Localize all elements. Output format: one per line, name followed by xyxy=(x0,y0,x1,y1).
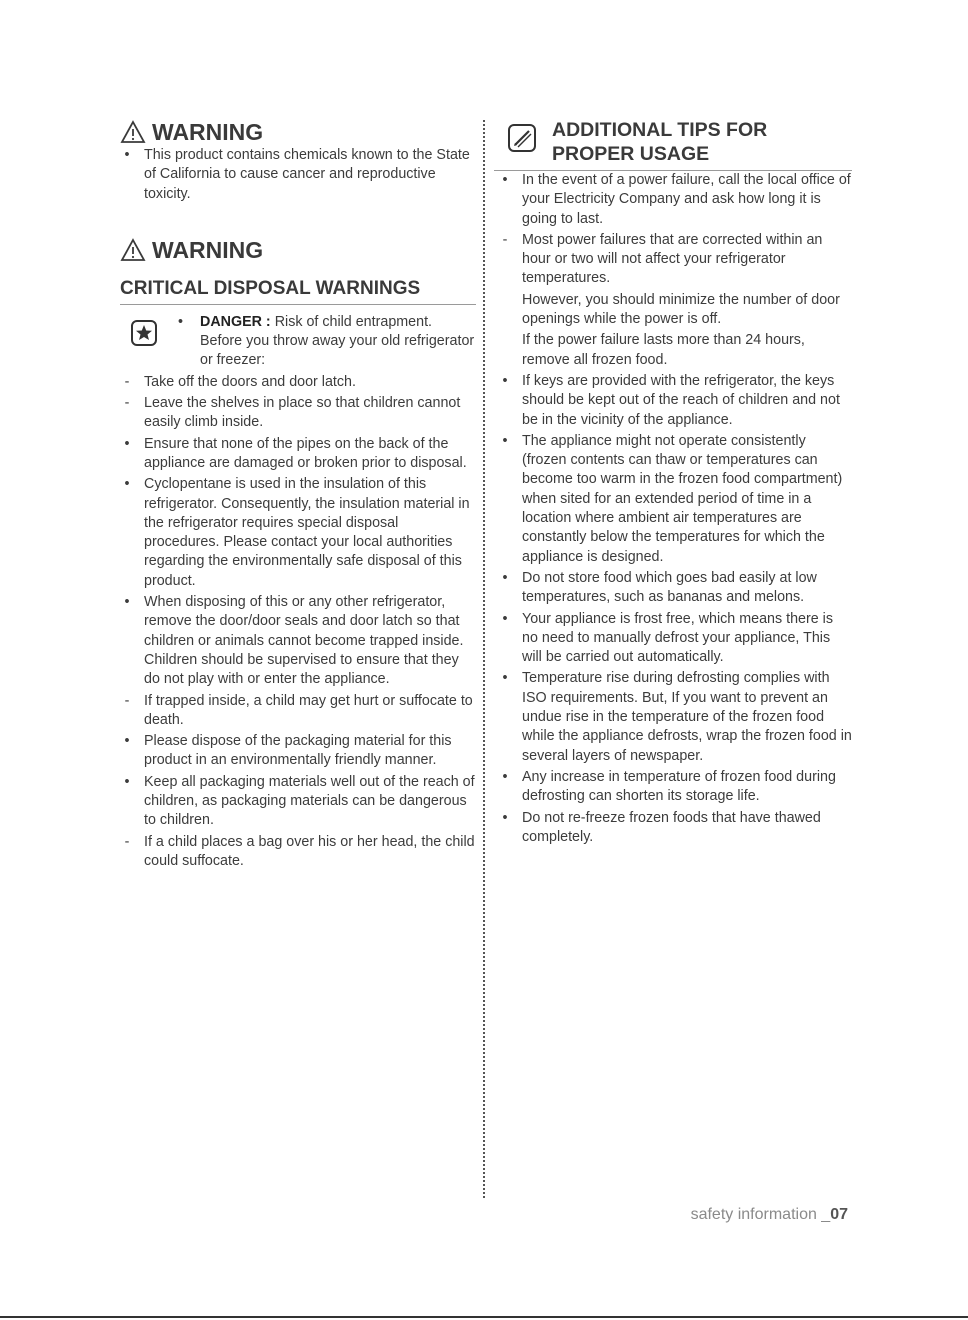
list-item xyxy=(116,373,476,392)
list-marker: - xyxy=(124,692,130,709)
star-badge-icon xyxy=(130,319,158,347)
list-marker: • xyxy=(124,147,130,163)
list-marker: • xyxy=(124,773,130,790)
list-item xyxy=(494,809,852,848)
list-marker: - xyxy=(124,373,130,390)
list-marker: • xyxy=(502,610,508,627)
tips-title-line-1: ADDITIONAL TIPS FOR xyxy=(552,119,768,141)
list-item-text: Most power failures that are corrected within an hour or two will not affect your refrigerator temperatures. xyxy=(522,231,823,287)
list-item-text: If keys are provided with the refrigerator, the keys should be kept out of the reach of children and not be in the vicinity of the appliance. xyxy=(522,372,840,428)
list-item xyxy=(116,394,476,433)
list-marker: • xyxy=(502,569,508,586)
list-item xyxy=(494,610,852,668)
warning-title-1: WARNING xyxy=(152,119,264,145)
warning-heading-2 xyxy=(120,236,476,264)
list-item xyxy=(494,231,852,289)
danger-block xyxy=(116,313,476,371)
list-item-text: In the event of a power failure, call the local office of your Electricity Company and ask how long it is going to last. xyxy=(522,172,851,227)
warning-heading-1 xyxy=(120,118,476,146)
list-item xyxy=(116,833,476,872)
list-item xyxy=(494,768,852,807)
list-item xyxy=(116,732,476,771)
list-item xyxy=(116,435,476,474)
list-item-text: If trapped inside, a child may get hurt or suffocate to death. xyxy=(144,692,473,728)
column-divider xyxy=(483,120,485,1198)
list-item xyxy=(116,593,476,689)
list-item xyxy=(494,372,852,430)
list-marker: • xyxy=(124,733,130,750)
critical-disposal-title: CRITICAL DISPOSAL WARNINGS xyxy=(120,278,476,305)
list-item xyxy=(494,291,852,330)
list-marker: • xyxy=(502,670,508,687)
warning-triangle-icon xyxy=(120,120,146,144)
warning-1-list xyxy=(116,146,476,204)
list-item xyxy=(116,692,476,731)
list-marker: • xyxy=(502,432,508,449)
tips-title xyxy=(552,118,767,166)
list-item-text: If the power failure lasts more than 24 hours, remove all frozen food. xyxy=(522,332,805,368)
danger-label: DANGER : xyxy=(200,313,271,330)
tips-list xyxy=(494,171,852,847)
list-item xyxy=(494,669,852,765)
list-item-text: Cyclopentane is used in the insulation of this refrigerator. Consequently, the insulation material in the refrigerator requires special disposal procedures. Please contact your local authorities regarding the environmentally safe disposal of this product. xyxy=(144,476,470,589)
list-marker: • xyxy=(502,809,508,826)
list-item-text: Do not re-freeze frozen foods that have thawed completely. xyxy=(522,809,821,845)
list-marker: - xyxy=(502,231,508,248)
list-item xyxy=(494,171,852,229)
list-item xyxy=(494,432,852,567)
danger-text: Risk of child entrapment. Before you throw away your old refrigerator or freezer: xyxy=(200,313,475,369)
list-marker: • xyxy=(124,435,130,452)
list-item xyxy=(116,773,476,831)
list-marker: • xyxy=(502,372,508,389)
list-item-text: This product contains chemicals known to the State of California to cause cancer and reproductive toxicity. xyxy=(144,147,470,202)
list-item xyxy=(116,146,476,204)
footer-label: safety information _ xyxy=(690,1206,831,1223)
list-item-text: Your appliance is frost free, which means there is no need to manually defrost your appliance, This will be carried out automatically. xyxy=(522,610,833,666)
list-item-text: Take off the doors and door latch. xyxy=(144,373,356,390)
list-marker: - xyxy=(124,395,130,412)
warning-triangle-icon xyxy=(120,238,146,262)
list-marker: • xyxy=(502,172,508,188)
list-marker: • xyxy=(124,476,130,493)
list-item-text: Do not store food which goes bad easily at low temperatures, such as bananas and melons. xyxy=(522,569,817,606)
list-marker: • xyxy=(124,594,130,611)
list-item-text: Any increase in temperature of frozen food during defrosting can shorten its storage life. xyxy=(522,768,836,805)
list-item-text: The appliance might not operate consistently (frozen contents can thaw or temperatures can become too warm in the frozen food compartment) when sited for an extended period of time in a location where ambient air temperatures are constantly below the temperatures for which the appliance is designed. xyxy=(522,432,843,565)
list-item-text: Ensure that none of the pipes on the back of the appliance are damaged or broken prior to disposal. xyxy=(144,435,467,471)
list-item-text: When disposing of this or any other refrigerator, remove the door/door seals and door latch so that children or animals cannot become trapped inside. Children should be supervised to ensure that they do not play with or enter the appliance. xyxy=(144,594,464,688)
bullet-marker: • xyxy=(178,313,184,330)
page-footer xyxy=(691,1206,848,1224)
right-column xyxy=(494,118,852,849)
list-item-text: Keep all packaging materials well out of the reach of children, as packaging materials can be dangerous to children. xyxy=(144,773,475,829)
list-marker: • xyxy=(502,768,508,785)
warning-title-2: WARNING xyxy=(152,236,264,263)
list-item-text: However, you should minimize the number of door openings while the power is off. xyxy=(522,291,840,328)
left-column xyxy=(116,118,476,873)
disposal-list xyxy=(116,373,476,871)
list-item-text: Leave the shelves in place so that children cannot easily climb inside. xyxy=(144,395,461,431)
list-item xyxy=(494,331,852,370)
list-item-text: Temperature rise during defrosting complies with ISO requirements. But, If you want to prevent an undue rise in the temperature of the frozen food while the appliance defrosts, wrap the frozen food in several layers of newspaper. xyxy=(522,670,852,764)
pencil-note-icon xyxy=(506,122,538,154)
list-item xyxy=(116,475,476,591)
bottom-rule xyxy=(0,1316,968,1318)
list-item-text: Please dispose of the packaging material for this product in an environmentally friendly manner. xyxy=(144,733,452,769)
list-marker: - xyxy=(124,833,130,850)
list-item-text: If a child places a bag over his or her head, the child could suffocate. xyxy=(144,833,475,869)
tips-title-line-2: PROPER USAGE xyxy=(552,143,710,165)
tips-heading xyxy=(494,118,852,171)
page-number: 07 xyxy=(830,1206,848,1223)
list-item xyxy=(494,569,852,608)
